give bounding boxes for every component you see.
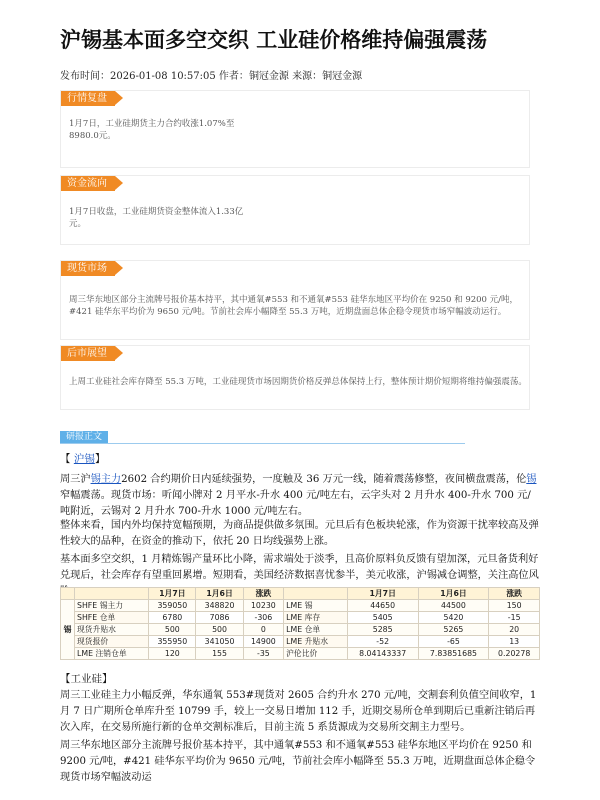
table-header-row: [61, 588, 540, 600]
table-cell: 5285: [347, 624, 418, 636]
tin-tag: [60, 451, 105, 466]
divider: [60, 443, 465, 444]
section-header: 资金流向: [61, 176, 115, 191]
table-row-label: SHFE 仓单: [75, 612, 149, 624]
tin-paragraph-1: [60, 472, 540, 520]
section-market-review: [60, 90, 530, 168]
text: 窄幅震荡。现货市场：听闻小牌对 2 月平水-升水 400 元/吨左右，云字头对 2 月升水 400-升水 700 元/吨附近，云锡对 2 月升水 700-升水 1000 元/吨左右。: [60, 490, 531, 517]
article-meta: [60, 67, 362, 82]
section-body: 上周工业硅社会库存降至 55.3 万吨，工业硅现货市场因期货价格反弹总体保持上行，整体预计期价短期将维持偏强震荡。: [69, 377, 527, 387]
section-header: 后市展望: [61, 346, 115, 361]
text: 2602 合约期价日内延续强势，一度触及 36 万元一线，随着震荡修整，夜间横盘震荡，伦: [121, 474, 527, 485]
publish-label: 发布时间：: [60, 71, 110, 82]
table-row-label: 现货报价: [75, 636, 149, 648]
source: 铜冠金源: [322, 71, 363, 82]
section-header: 现货市场: [61, 261, 115, 276]
table-row-label: LME 库存: [284, 612, 348, 624]
table-cell: 6780: [149, 612, 196, 624]
table-row-label: 沪伦比价: [284, 648, 348, 660]
tin-main-link[interactable]: 锡主力: [90, 474, 122, 485]
table-cell: 120: [149, 648, 196, 660]
table-row-label: LME 锡: [284, 600, 348, 612]
lme-tin-link[interactable]: 锡: [526, 474, 537, 485]
section-spot-market: [60, 260, 530, 340]
table-cell: 500: [149, 624, 196, 636]
silicon-paragraph-2: 周三华东地区部分主流牌号报价基本持平，其中通氧#553 和不通氧#553 硅华东地区平均价在 9250 和 9200 元/吨，#421 硅华东平均价为 9650 元/吨，节前社会库小幅降至 55.3 万吨，近期盘面总体企稳令现货市场窄幅波动运: [60, 740, 536, 783]
table-header-cell: 1月7日: [347, 588, 418, 600]
tin-data-table: [60, 587, 540, 660]
table-row-label: 现货升贴水: [75, 624, 149, 636]
table-cell: 5420: [418, 612, 489, 624]
table-cell: 44500: [418, 600, 489, 612]
tin-paragraph-3: 基本面多空交织，1 月精炼锡产量环比小降，需求端处于淡季，且高价原料负反馈有望加深，元旦备货利好兑现后，社会库存有望重回累增。短期看，美国经济数据喜忧参半，美元收涨，沪锡减仓调整，关注高位风: [60, 554, 539, 581]
table-cell: 10230: [243, 600, 283, 612]
table-side-label: 锡: [61, 600, 75, 660]
table-cell: 500: [196, 624, 243, 636]
table-cell: -306: [243, 612, 283, 624]
table-cell: 8.04143337: [347, 648, 418, 660]
table-row-label: LME 注销仓单: [75, 648, 149, 660]
table-cell: 348820: [196, 600, 243, 612]
bracket-close: 】: [94, 453, 106, 465]
table-cell: 0: [243, 624, 283, 636]
table-cell: 5405: [347, 612, 418, 624]
tin-link[interactable]: 沪锡: [73, 453, 95, 465]
section-body: 1月7日，工业硅期货主力合约收涨1.07%至8980.0元。: [69, 119, 235, 141]
article-title: 沪锡基本面多空交织 工业硅价格维持偏强震荡: [60, 28, 488, 52]
silicon-paragraph-1: 周三工业硅主力小幅反弹，华东通氧 553#现货对 2605 合约升水 270 元/吨，交割套利负值空间收窄，1 月 7 日广期所仓单库升至 10799 手，较上一交易日增加 112 手，近期交易所仓单到期后已重新注销后再次入库，在交易所施行新的仓单交割标准后，目前主流 5 系货源成为交易所交割主力型号。: [60, 690, 537, 733]
table-header-cell: [284, 588, 348, 600]
table-row-label: LME 仓单: [284, 624, 348, 636]
table-header-cell: 涨跌: [243, 588, 283, 600]
table-cell: -65: [418, 636, 489, 648]
section-body: 1月7日收盘，工业硅期货资金整体流入1.33亿元。: [69, 207, 244, 229]
table-row: [61, 612, 540, 624]
table-cell: 5265: [418, 624, 489, 636]
table-header-cell: [75, 588, 149, 600]
silicon-tag: 【工业硅】: [60, 673, 113, 685]
section-body: 周三华东地区部分主流牌号报价基本持平，其中通氧#553 和不通氧#553 硅华东地区平均价在 9250 和 9200 元/吨，#421 硅华东平均价为 9650 元/吨。节前社会库小幅降至 55.3 万吨，近期盘面总体企稳令现货市场窄幅波动运行。: [69, 295, 519, 317]
table-cell: 150: [489, 600, 540, 612]
table-row: [61, 648, 540, 660]
table-cell: 14900: [243, 636, 283, 648]
table-cell: 44650: [347, 600, 418, 612]
author: 铜冠金源: [248, 71, 289, 82]
table-row: [61, 600, 540, 612]
table-cell: 13: [489, 636, 540, 648]
table-row: [61, 624, 540, 636]
table-row-label: SHFE 锡主力: [75, 600, 149, 612]
tin-paragraph-2: 整体来看，国内外均保持宽幅预期，为商品提供做多氛围。元旦后有色板块轮涨，作为资源干扰率较高及弹性较大的品种，在资金的推动下，依托 20 日均线强势上涨。: [60, 520, 539, 547]
table-header-cell: 1月6日: [196, 588, 243, 600]
table-cell: -15: [489, 612, 540, 624]
text: 周三沪: [60, 474, 91, 485]
table-row: [61, 636, 540, 648]
author-label: 作者：: [215, 71, 249, 82]
table-cell: -35: [243, 648, 283, 660]
table-header-cell: 1月6日: [418, 588, 489, 600]
table-cell: 7.83851685: [418, 648, 489, 660]
table-row-label: LME 升贴水: [284, 636, 348, 648]
table-cell: 20: [489, 624, 540, 636]
table-cell: 155: [196, 648, 243, 660]
section-outlook: [60, 345, 530, 410]
table-cell: 359050: [149, 600, 196, 612]
source-label: 来源：: [288, 71, 323, 82]
table-header-cell: 涨跌: [489, 588, 540, 600]
table-cell: -52: [347, 636, 418, 648]
publish-time: 2026-01-08 10:57:05: [110, 71, 216, 82]
table-cell: 0.20278: [489, 648, 540, 660]
bracket-open: 【: [60, 453, 74, 465]
research-label: 研报正文: [60, 431, 108, 444]
table-cell: 341050: [196, 636, 243, 648]
table-cell: 7086: [196, 612, 243, 624]
section-fund-flow: [60, 175, 530, 245]
section-header: 行情复盘: [61, 91, 115, 106]
table-cell: 355950: [149, 636, 196, 648]
table-corner: [61, 588, 75, 600]
table-header-cell: 1月7日: [149, 588, 196, 600]
